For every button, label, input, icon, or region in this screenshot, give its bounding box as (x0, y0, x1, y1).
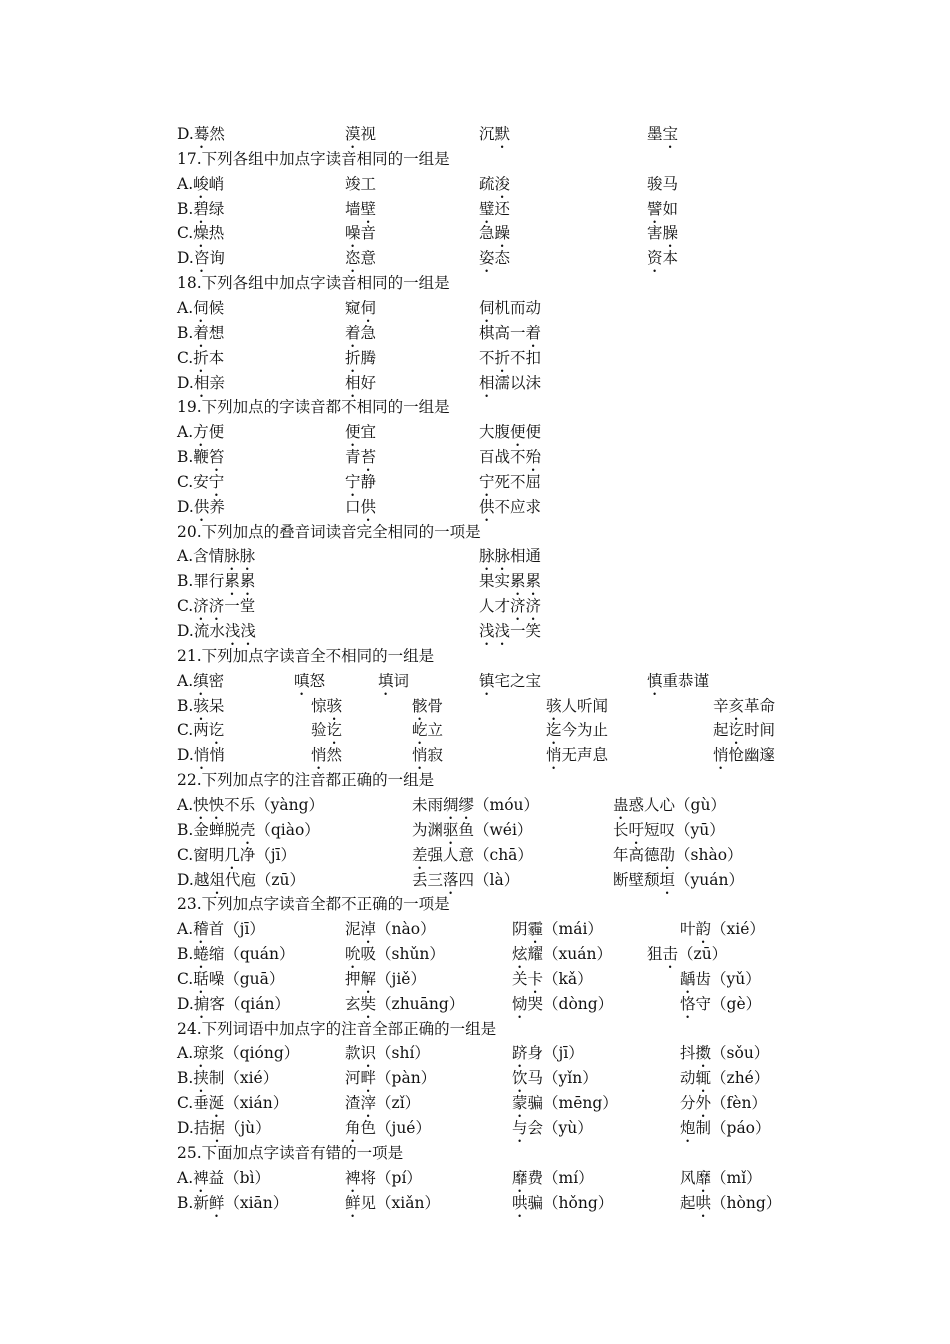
option-item: 叶韵（xié） (680, 920, 765, 939)
option-item: 骏马 (647, 174, 679, 193)
emphasized-char: 宁 (345, 472, 361, 491)
question-text: 17.下列各组中加点字读音相同的一组是 (177, 149, 450, 168)
emphasized-char: 伺 (479, 298, 495, 317)
option-item: 渣滓（zǐ） (345, 1094, 421, 1113)
option-item: D.供养 (177, 497, 225, 516)
option-item: C.垂涎（xián） (177, 1094, 289, 1113)
option-item: B.着想 (177, 323, 225, 342)
emphasized-char: 霾 (527, 920, 544, 939)
option-item: 嗔怒 (294, 671, 326, 690)
option-item: B.金蝉脱壳（qiào） (177, 820, 320, 839)
emphasized-char: 恸 (512, 994, 528, 1013)
emphasized-char: 伺 (193, 298, 209, 317)
option-item: 相濡以沫 (479, 373, 542, 392)
option-item: 跻身（jī） (512, 1044, 584, 1063)
option-item: 着急 (345, 323, 377, 342)
option-item: D.悄悄 (177, 746, 225, 765)
emphasized-char: 资 (647, 249, 663, 268)
option-item: B.骇呆 (177, 696, 225, 715)
option-item: 惊骇 (311, 696, 343, 715)
option-item: 炫耀（xuán） (512, 945, 612, 964)
option-item: 伺机而动 (479, 298, 542, 317)
option-item: 裨将（pí） (345, 1168, 422, 1187)
option-item: 屹立 (412, 721, 444, 740)
emphasized-char: 几 (224, 845, 240, 864)
emphasized-char: 击 (662, 945, 679, 964)
option-item: 疏浚 (479, 174, 511, 193)
option-item: 龋齿（yǔ） (680, 969, 761, 988)
option-item: 鲜见（xiǎn） (345, 1193, 440, 1212)
question-text: 25.下面加点字读音有错的一项是 (177, 1143, 404, 1162)
emphasized-char: 噪 (345, 224, 361, 243)
option-item: D.越俎代庖（zū） (177, 870, 305, 889)
option-item: 骇人听闻 (546, 696, 609, 715)
option-item: B.挟制（xié） (177, 1069, 279, 1088)
emphasized-char: 怏怏 (193, 795, 225, 814)
question-text: 19.下列加点的字读音都不相同的一组是 (177, 398, 450, 417)
option-item: A.怏怏不乐（yàng） (177, 795, 325, 814)
emphasized-char: 与 (512, 1119, 528, 1137)
option-item: 河畔（pàn） (345, 1069, 437, 1088)
emphasized-char: 臊 (662, 224, 679, 243)
option-item: 风靡（mǐ） (680, 1168, 762, 1187)
option-item: A.含情脉脉 (177, 547, 256, 566)
option-item: 窥伺 (345, 298, 377, 317)
option-item: 起哄（hòng） (680, 1193, 782, 1212)
question-stem (0, 893, 950, 918)
option-row (0, 844, 950, 869)
option-row (0, 1042, 950, 1067)
emphasized-char: 淖 (360, 920, 377, 939)
option-row (0, 1192, 950, 1217)
option-row (0, 719, 950, 744)
emphasized-char: 哄 (512, 1193, 528, 1212)
option-item: 口供 (345, 497, 377, 516)
emphasized-char: 便 (345, 423, 361, 442)
option-item: A.方便 (177, 423, 225, 442)
option-item: 款识（shí） (345, 1044, 430, 1063)
emphasized-char: 擞 (695, 1044, 712, 1063)
option-row (0, 496, 950, 521)
option-item: A.峻峭 (177, 174, 225, 193)
emphasized-char: 着 (345, 323, 361, 342)
emphasized-char: 供 (193, 497, 210, 516)
option-item: 不折不扣 (479, 348, 542, 367)
option-item: 角色（jué） (345, 1119, 431, 1137)
emphasized-char: 亥 (728, 696, 745, 715)
question-stem (0, 396, 950, 421)
emphasized-char: 着 (193, 323, 209, 342)
option-row (0, 173, 950, 198)
emphasized-char: 济济 (193, 597, 225, 616)
option-item: 大腹便便 (479, 423, 542, 442)
emphasized-char: 靡 (512, 1168, 528, 1187)
emphasized-char: 悄 (193, 746, 210, 765)
emphasized-char: 苔 (360, 448, 377, 467)
option-item: C.安宁 (177, 472, 225, 491)
emphasized-char: 悄 (713, 746, 729, 765)
option-item: 噪音 (345, 224, 377, 243)
emphasized-char: 脉脉 (224, 547, 256, 566)
option-item: C.燥热 (177, 224, 225, 243)
emphasized-char: 饮 (512, 1069, 528, 1088)
emphasized-char: 蛊 (613, 795, 629, 814)
option-item: 供不应求 (479, 497, 542, 516)
option-item: 人才济济 (479, 597, 542, 616)
option-row (0, 819, 950, 844)
emphasized-char: 吮 (345, 945, 361, 964)
emphasized-char: 恪 (680, 994, 696, 1013)
option-row (0, 794, 950, 819)
option-row (0, 446, 950, 471)
emphasized-char: 解 (360, 969, 377, 988)
option-row (0, 595, 950, 620)
option-item: 玄奘（zhuāng） (345, 994, 465, 1013)
emphasized-char: 骇 (546, 696, 562, 715)
emphasized-char: 相 (345, 373, 361, 392)
emphasized-char: 碧 (193, 199, 209, 218)
option-item: 验讫 (311, 721, 343, 740)
emphasized-char: 挟 (193, 1069, 209, 1088)
option-item: 恪守（gè） (680, 994, 762, 1013)
option-item: 脉脉相通 (479, 547, 542, 566)
option-item: 棋高一着 (479, 323, 542, 342)
option-item: 阴霾（mái） (512, 920, 603, 939)
emphasized-char: 相 (193, 373, 210, 392)
emphasized-char: 俎 (209, 870, 225, 889)
emphasized-char: 裨 (345, 1168, 361, 1187)
emphasized-char: 悄 (311, 746, 327, 765)
option-item: 镇宅之宝 (479, 671, 542, 690)
option-item: 璧还 (479, 199, 511, 218)
option-item: 长吁短叹（yū） (613, 820, 725, 839)
option-item: C.窗明几净（jī） (177, 845, 297, 864)
option-row (0, 943, 950, 968)
emphasized-char: 便 (510, 423, 526, 442)
emphasized-char: 浅浅 (224, 622, 256, 640)
emphasized-char: 躁 (494, 224, 511, 243)
emphasized-char: 哄 (695, 1193, 712, 1212)
question-stem (0, 272, 950, 297)
emphasized-char: 奘 (360, 994, 377, 1013)
emphasized-char: 据 (209, 1119, 225, 1137)
question-text: 18.下列各组中加点字读音相同的一组是 (177, 274, 450, 293)
option-item: 悄然 (311, 746, 343, 765)
emphasized-char: 供 (479, 497, 495, 516)
emphasized-char: 悄 (546, 746, 562, 765)
option-item: 便宜 (345, 423, 377, 442)
option-row (0, 570, 950, 595)
emphasized-char: 折 (494, 348, 511, 367)
option-item: D.拮据（jù） (177, 1119, 271, 1137)
question-text: 24.下列词语中加点字的注音全部正确的一组是 (177, 1019, 497, 1038)
emphasized-char: 宁 (479, 472, 495, 491)
emphasized-char: 宝 (662, 125, 679, 143)
option-item: 起讫时间 (713, 721, 776, 740)
option-item: D.相亲 (177, 373, 225, 392)
emphasized-char: 缜 (193, 671, 209, 690)
option-row (0, 347, 950, 372)
emphasized-char: 填 (378, 671, 394, 690)
emphasized-char: 掮 (193, 994, 210, 1013)
option-item: 果实累累 (479, 572, 542, 591)
option-item: 辛亥革命 (713, 696, 776, 715)
emphasized-char: 着 (525, 323, 542, 342)
emphasized-char: 炮 (680, 1119, 696, 1137)
emphasized-char: 识 (360, 1044, 377, 1063)
emphasized-char: 讫 (728, 721, 745, 740)
emphasized-char: 龋 (680, 969, 696, 988)
question-stem (0, 521, 950, 546)
question-text: 23.下列加点字读音全都不正确的一项是 (177, 895, 450, 914)
option-item: A.稽首（jī） (177, 920, 265, 939)
option-row (0, 322, 950, 347)
emphasized-char: 燥 (193, 224, 209, 243)
option-item: 青苔 (345, 448, 377, 467)
emphasized-char: 峻 (193, 174, 209, 193)
emphasized-char: 外 (695, 1094, 712, 1113)
option-row (0, 620, 950, 645)
option-item: 墨宝 (647, 125, 679, 143)
option-item: 害臊 (647, 224, 679, 243)
option-item: B.罪行累累 (177, 572, 256, 591)
option-item: 分外（fèn） (680, 1094, 767, 1113)
option-row (0, 670, 950, 695)
question-stem (0, 148, 950, 173)
emphasized-char: 譬 (647, 199, 663, 218)
emphasized-char: 畔 (360, 1069, 377, 1088)
option-item: 关卡（kǎ） (512, 969, 593, 988)
emphasized-char: 韵 (695, 920, 712, 939)
option-item: C.聒噪（guā） (177, 969, 285, 988)
emphasized-char: 悄 (412, 746, 428, 765)
option-item: 泥淖（nào） (345, 920, 436, 939)
emphasized-char: 累累 (510, 572, 542, 591)
emphasized-char: 辄 (695, 1069, 712, 1088)
emphasized-char: 蜷 (193, 945, 209, 964)
option-item: 与会（yù） (512, 1119, 593, 1137)
option-item: 慎重恭谨 (647, 671, 710, 690)
option-item: 沉默 (479, 125, 511, 143)
option-row (0, 297, 950, 322)
option-item: B.新鲜（xiān） (177, 1193, 289, 1212)
emphasized-char: 脉脉 (479, 547, 511, 566)
option-item: 狙击（zū） (647, 945, 728, 964)
emphasized-char: 折 (345, 348, 361, 367)
emphasized-char: 骸 (412, 696, 428, 715)
question-stem (0, 1142, 950, 1167)
option-item: 动辄（zhé） (680, 1069, 770, 1088)
emphasized-char: 壁 (360, 199, 377, 218)
emphasized-char: 角 (345, 1119, 361, 1137)
option-item: 恸哭（dòng） (512, 994, 614, 1013)
option-item: C.济济一堂 (177, 597, 256, 616)
option-row (0, 222, 950, 247)
emphasized-char: 方 (193, 423, 209, 442)
option-row (0, 993, 950, 1018)
option-item: A.缜密 (177, 671, 225, 690)
option-item: 宁死不屈 (479, 472, 542, 491)
emphasized-char: 裨 (193, 1168, 209, 1187)
emphasized-char: 差 (412, 845, 428, 864)
option-row (0, 918, 950, 943)
option-item: B.鞭笞 (177, 448, 225, 467)
emphasized-char: 骇 (193, 696, 209, 715)
emphasized-char: 笞 (208, 448, 225, 467)
option-row (0, 123, 950, 148)
emphasized-char: 供 (360, 497, 377, 516)
option-item: D.流水浅浅 (177, 622, 256, 640)
option-item: 百战不殆 (479, 448, 542, 467)
option-item: 墙壁 (345, 199, 377, 218)
option-item: B.蜷缩（quán） (177, 945, 295, 964)
option-item: 断壁颓垣（yuán） (613, 870, 744, 889)
option-item: D.掮客（qián） (177, 994, 290, 1013)
emphasized-char: 屹 (412, 721, 428, 740)
option-item: 竣工 (345, 174, 377, 193)
emphasized-char: 殆 (525, 448, 542, 467)
emphasized-char: 宁 (208, 472, 225, 491)
emphasized-char: 恣 (345, 249, 361, 268)
emphasized-char: 落 (443, 870, 459, 889)
option-item: A.琼浆（qióng） (177, 1044, 300, 1063)
option-row (0, 1067, 950, 1092)
emphasized-char: 跻 (512, 1044, 528, 1063)
option-item: 蛊惑人心（gù） (613, 795, 726, 814)
option-row (0, 372, 950, 397)
emphasized-char: 炫 (512, 945, 528, 964)
option-row (0, 198, 950, 223)
option-item: B.碧绿 (177, 199, 225, 218)
option-row (0, 545, 950, 570)
option-row (0, 744, 950, 769)
emphasized-char: 骇 (326, 696, 343, 715)
option-item: 折腾 (345, 348, 377, 367)
emphasized-char: 讫 (208, 721, 225, 740)
emphasized-char: 慎 (647, 671, 663, 690)
option-item: 年高德劭（shào） (613, 845, 743, 864)
emphasized-char: 镇 (479, 671, 495, 690)
option-row (0, 421, 950, 446)
emphasized-char: 壳 (239, 820, 256, 839)
option-item: 相好 (345, 373, 377, 392)
emphasized-char: 讫 (326, 721, 343, 740)
emphasized-char: 累累 (224, 572, 256, 591)
emphasized-char: 默 (494, 125, 511, 143)
option-item: 哄骗（hǒng） (512, 1193, 614, 1212)
emphasized-char: 驱 (443, 820, 459, 839)
emphasized-char: 卡 (527, 969, 544, 988)
option-item: 丢三落四（là） (412, 870, 520, 889)
question-stem (0, 769, 950, 794)
option-item: 骸骨 (412, 696, 444, 715)
emphasized-char: 鲜 (208, 1193, 225, 1212)
option-item: D.咨询 (177, 249, 225, 268)
emphasized-char: 漠 (345, 125, 361, 143)
emphasized-char: 折 (193, 348, 209, 367)
emphasized-char: 蓦 (193, 125, 210, 143)
question-stem (0, 645, 950, 670)
emphasized-char: 浅浅 (479, 622, 511, 640)
option-item: 填词 (378, 671, 410, 690)
question-text: 22.下列加点字的注音都正确的一组是 (177, 771, 435, 790)
option-item: 悄怆幽邃 (713, 746, 776, 765)
emphasized-char: 迄 (546, 721, 562, 740)
option-item: C.两讫 (177, 721, 225, 740)
option-item: 为渊驱鱼（wéi） (412, 820, 533, 839)
option-item: 恣意 (345, 249, 377, 268)
option-item: 资本 (647, 249, 679, 268)
emphasized-char: 绸缪 (443, 795, 475, 814)
option-row (0, 695, 950, 720)
emphasized-char: 靡 (695, 1168, 712, 1187)
emphasized-char: 滓 (360, 1094, 377, 1113)
emphasized-char: 涎 (208, 1094, 225, 1113)
emphasized-char: 璧 (479, 199, 495, 218)
emphasized-char: 伺 (360, 298, 377, 317)
emphasized-char: 咨 (193, 249, 210, 268)
option-row (0, 968, 950, 993)
option-item: 悄无声息 (546, 746, 609, 765)
emphasized-char: 聒 (193, 969, 209, 988)
option-item: 靡费（mí） (512, 1168, 594, 1187)
question-text: 21.下列加点字读音全不相同的一组是 (177, 646, 435, 665)
option-item: 急躁 (479, 224, 511, 243)
emphasized-char: 蒙 (512, 1094, 528, 1113)
emphasized-char: 相 (479, 373, 495, 392)
option-item: 抖擞（sǒu） (680, 1044, 770, 1063)
emphasized-char: 琼 (193, 1044, 209, 1063)
option-item: 未雨绸缪（móu） (412, 795, 540, 814)
option-item: 悄寂 (412, 746, 444, 765)
option-item: 迄今为止 (546, 721, 609, 740)
option-item: 姿态 (479, 249, 511, 268)
option-item: 炮制（páo） (680, 1119, 771, 1137)
question-text: 20.下列加点的叠音词读音完全相同的一项是 (177, 522, 481, 541)
option-row (0, 247, 950, 272)
emphasized-char: 吁 (628, 820, 645, 839)
option-item: 蒙骗（mēng） (512, 1094, 618, 1113)
option-row (0, 471, 950, 496)
emphasized-char: 垣 (659, 870, 676, 889)
option-item: 譬如 (647, 199, 679, 218)
option-item: 押解（jiě） (345, 969, 426, 988)
emphasized-char: 浚 (494, 174, 511, 193)
emphasized-char: 劭 (659, 845, 676, 864)
emphasized-char: 鲜 (345, 1193, 361, 1212)
option-row (0, 1167, 950, 1192)
option-item: 差强人意（chā） (412, 845, 533, 864)
emphasized-char: 嗔 (294, 671, 310, 690)
option-item: 吮吸（shǔn） (345, 945, 445, 964)
question-stem (0, 1018, 950, 1043)
option-item: A.伺候 (177, 298, 225, 317)
option-item: D.蓦然 (177, 125, 225, 143)
emphasized-char: 济济 (510, 597, 542, 616)
option-item: 饮马（yǐn） (512, 1069, 598, 1088)
option-row (0, 1092, 950, 1117)
option-row (0, 869, 950, 894)
option-row (0, 1117, 950, 1142)
option-item: A.裨益（bì） (177, 1168, 271, 1187)
emphasized-char: 姿 (479, 249, 495, 268)
option-item: 宁静 (345, 472, 377, 491)
emphasized-char: 稽 (193, 920, 209, 939)
option-item: 浅浅一笑 (479, 622, 542, 640)
option-item: 漠视 (345, 125, 377, 143)
option-item: C.折本 (177, 348, 225, 367)
